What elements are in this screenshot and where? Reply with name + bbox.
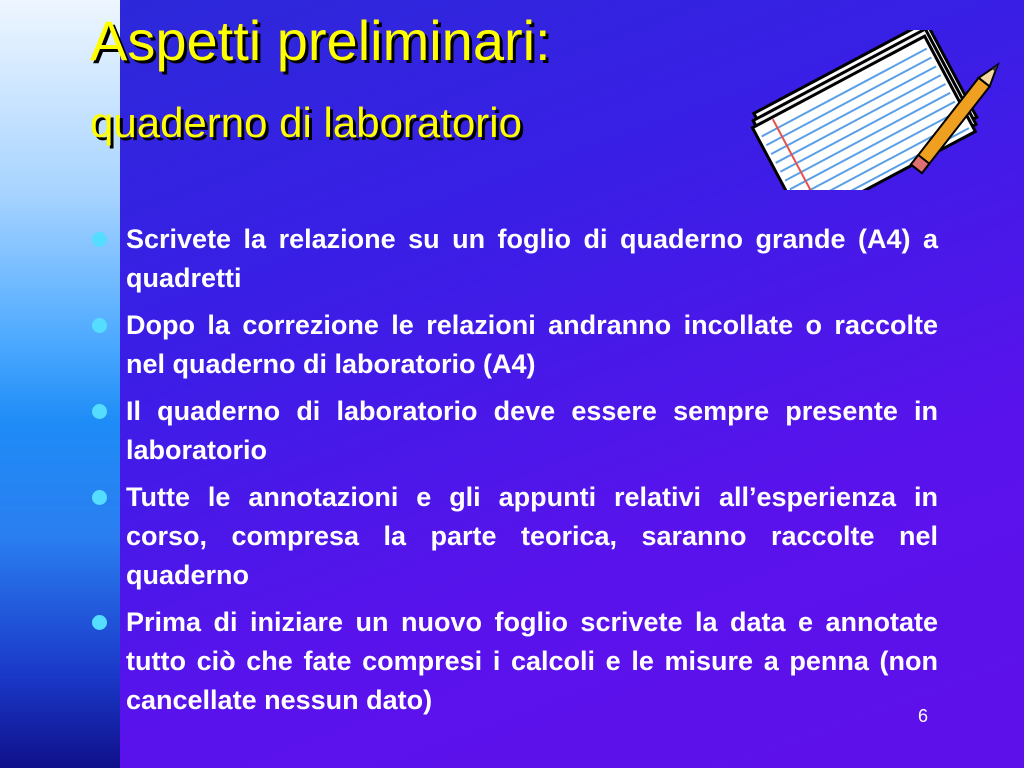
bullet-dot-icon <box>92 490 107 505</box>
list-item <box>88 392 938 470</box>
bullet-text: Scrivete la relazione su un foglio di quaderno grande (A4) a quadretti <box>126 224 938 293</box>
page-number: 6 <box>918 706 929 726</box>
bullet-text: Dopo la correzione le relazioni andranno incollate o raccolte nel quaderno di laboratorio (A4) <box>126 310 938 379</box>
bullet-text: Il quaderno di laboratorio deve essere sempre presente in laboratorio <box>126 396 938 465</box>
list-item <box>88 220 938 298</box>
bullet-dot-icon <box>92 232 107 247</box>
bullet-text: Tutte le annotazioni e gli appunti relativi all’esperienza in corso, compresa la parte teorica, saranno raccolte nel quaderno <box>126 482 938 590</box>
notebook-and-pencil-icon <box>748 30 1002 190</box>
list-item <box>88 478 938 595</box>
bullet-dot-icon <box>92 318 107 333</box>
list-item <box>88 603 938 720</box>
bullet-dot-icon <box>92 615 107 630</box>
bullet-text: Prima di iniziare un nuovo foglio scrivete la data e annotate tutto ciò che fate compresi i calcoli e le misure a penna (non cancellate nessun dato) <box>126 607 938 715</box>
list-item <box>88 306 938 384</box>
bullet-list <box>88 220 938 728</box>
slide-subtitle: quaderno di laboratorio <box>90 99 522 146</box>
slide-title: Aspetti preliminari: <box>90 9 551 72</box>
bullet-dot-icon <box>92 404 107 419</box>
